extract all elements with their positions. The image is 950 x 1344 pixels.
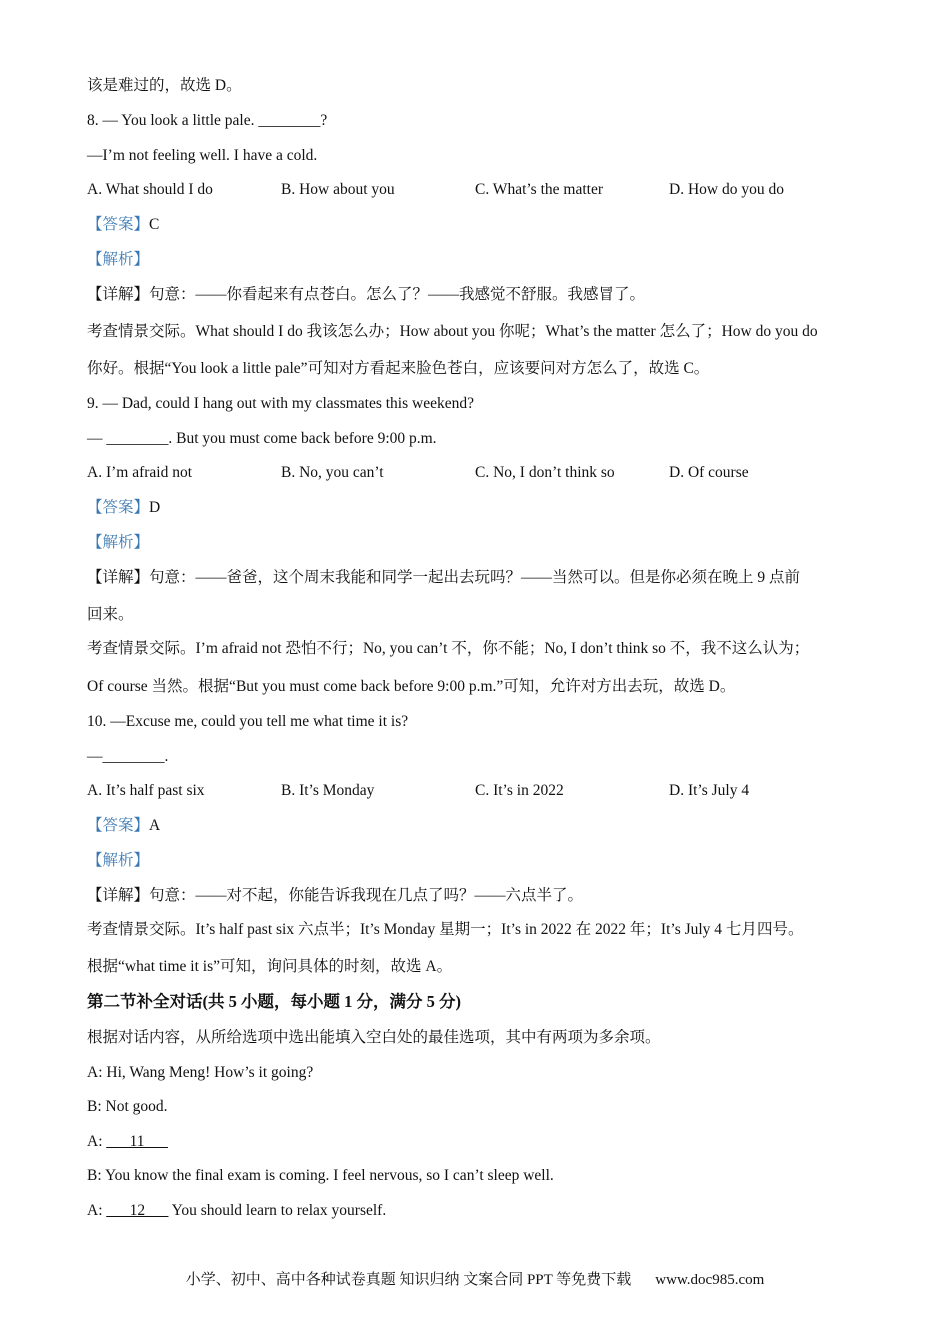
q10-explain-2: 根据“what time it is”可知，询问具体的时刻，故选 A。	[87, 958, 453, 975]
page-footer	[0, 1270, 950, 1290]
speaker: A:	[87, 1202, 107, 1219]
answer-label: 【答案】	[87, 817, 150, 834]
speaker: B:	[87, 1167, 105, 1184]
q8-option-d: D. How do you do	[669, 181, 784, 198]
q10-option-c: C. It’s in 2022	[475, 782, 564, 799]
section-instruction: 根据对话内容，从所给选项中选出能填入空白处的最佳选项，其中有两项为多余项。	[87, 1029, 661, 1046]
q9-option-b: B. No, you can’t	[281, 464, 384, 481]
dialogue-text: You know the final exam is coming. I feel nervous, so I can’t sleep well.	[104, 1167, 554, 1184]
q10-answer	[87, 816, 160, 836]
q8-option-b: B. How about you	[281, 181, 395, 198]
q8-option-a: A. What should I do	[87, 181, 213, 198]
q9-options	[87, 463, 887, 483]
q9-option-a: A. I’m afraid not	[87, 464, 193, 481]
speaker: B:	[87, 1098, 106, 1115]
dialogue-line	[87, 1097, 168, 1117]
dialogue-line	[87, 1063, 313, 1083]
speaker: A:	[87, 1064, 107, 1081]
q8-explain-1: 考查情景交际。What should I do 我该怎么办；How about you 你呢；What’s the matter 怎么了；How do you do	[87, 323, 818, 340]
intro-tail-text: 该是难过的，故选 D。	[87, 77, 242, 94]
footer-text: 小学、初中、高中各种试卷真题 知识归纳 文案合同 PPT 等免费下载	[185, 1272, 632, 1288]
answer-value: D	[149, 499, 161, 516]
q8-question: 8. — You look a little pale. ________?	[87, 112, 328, 129]
q9-option-c: C. No, I don’t think so	[475, 464, 615, 481]
dialogue-text: Not good.	[105, 1098, 168, 1115]
q10-explain-1: 考查情景交际。It’s half past six 六点半；It’s Monday 星期一；It’s in 2022 在 2022 年；It’s July 4 七月四号。	[87, 921, 804, 938]
dialogue-text: Hi, Wang Meng! How’s it going?	[106, 1064, 314, 1081]
answer-value: C	[149, 216, 160, 233]
q10-question: 10. —Excuse me, could you tell me what time it is?	[87, 713, 409, 730]
q9-answer	[87, 498, 160, 518]
q9-explain-2: Of course 当然。根据“But you must come back before 9:00 p.m.”可知，允许对方出去玩，故选 D。	[87, 678, 736, 695]
q10-reply: —________.	[87, 748, 169, 765]
q9-option-d: D. Of course	[669, 464, 749, 481]
footer-url[interactable]: www.doc985.com	[655, 1272, 765, 1288]
q10-options	[87, 781, 887, 801]
q10-detail: 【详解】句意：——对不起，你能告诉我现在几点了吗？——六点半了。	[87, 887, 584, 904]
dialogue-line	[87, 1132, 168, 1152]
answer-label: 【答案】	[87, 216, 150, 233]
section-heading: 第二节补全对话(共 5 小题，每小题 1 分，满分 5 分)	[87, 992, 461, 1011]
q8-option-c: C. What’s the matter	[475, 181, 603, 198]
q8-options	[87, 180, 887, 200]
speaker: A:	[87, 1133, 107, 1150]
q9-explain-1: 考查情景交际。I’m afraid not 恐怕不行；No, you can’t 不，你不能；No, I don’t think so 不，我不这么认为；	[87, 640, 810, 657]
q9-question: 9. — Dad, could I hang out with my classmates this weekend?	[87, 395, 474, 412]
q8-reply: —I’m not feeling well. I have a cold.	[87, 147, 318, 164]
q9-reply: — ________. But you must come back before 9:00 p.m.	[87, 430, 437, 447]
q8-explain-2: 你好。根据“You look a little pale”可知对方看起来脸色苍白，应该要问对方怎么了，故选 C。	[87, 360, 710, 377]
q8-analysis-label: 【解析】	[87, 251, 150, 268]
answer-value: A	[149, 817, 161, 834]
q10-option-d: D. It’s July 4	[669, 782, 750, 799]
q9-detail-1: 【详解】句意：——爸爸，这个周末我能和同学一起出去玩吗？——当然可以。但是你必须在晚上 9 点前	[87, 569, 801, 586]
dialogue-line	[87, 1166, 554, 1186]
q9-analysis-label: 【解析】	[87, 534, 150, 551]
q8-answer	[87, 215, 159, 235]
q10-option-a: A. It’s half past six	[87, 782, 205, 799]
blank-11: ___11___	[106, 1133, 168, 1150]
q10-analysis-label: 【解析】	[87, 852, 150, 869]
blank-12: ___12___	[106, 1202, 169, 1219]
q10-option-b: B. It’s Monday	[281, 782, 375, 799]
dialogue-text: You should learn to relax yourself.	[168, 1202, 387, 1219]
answer-label: 【答案】	[87, 499, 150, 516]
dialogue-line	[87, 1201, 386, 1221]
q9-detail-2: 回来。	[87, 606, 134, 623]
q8-detail: 【详解】句意：——你看起来有点苍白。怎么了？——我感觉不舒服。我感冒了。	[87, 286, 646, 303]
